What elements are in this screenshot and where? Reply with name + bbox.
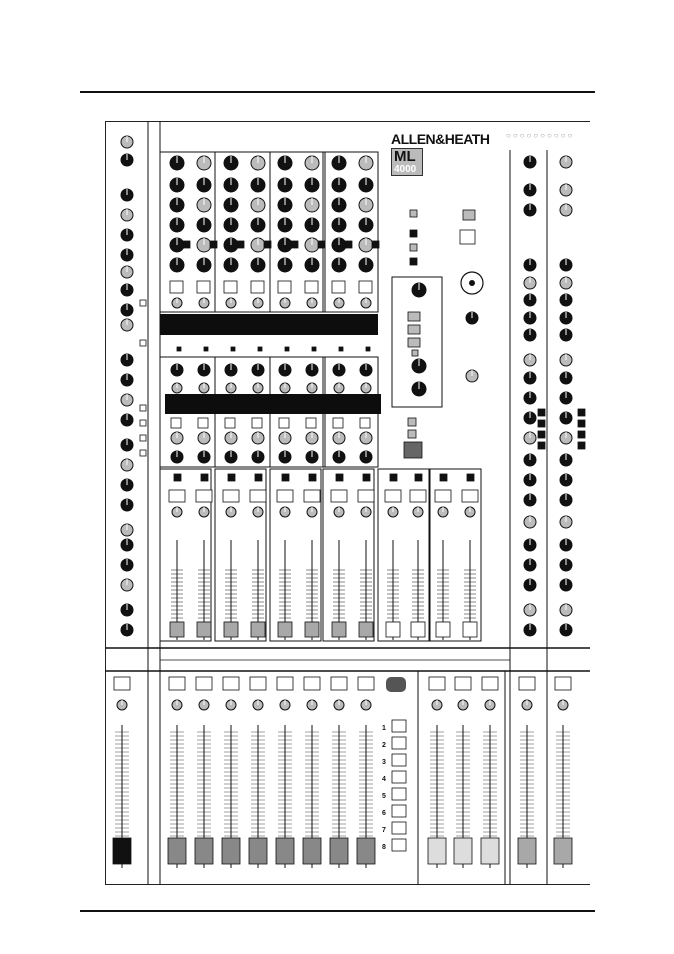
- upper-fader-cap: [463, 622, 477, 637]
- lower-fader-cap: [249, 838, 267, 864]
- group-assign-switch: [392, 754, 406, 766]
- aux-switch: [333, 418, 343, 428]
- upper-fader-cap: [436, 622, 450, 637]
- right-switch: [538, 420, 545, 427]
- channel-eq-switch: [210, 241, 217, 248]
- mute-switch: [336, 474, 343, 481]
- select-switch: [385, 490, 401, 502]
- upper-fader-cap: [359, 622, 373, 637]
- lower-switch: [429, 677, 445, 690]
- mute-switch: [228, 474, 235, 481]
- select-switch: [250, 490, 266, 502]
- centre-switch: [412, 350, 418, 356]
- mute-switch: [440, 474, 447, 481]
- centre-switch: [463, 210, 475, 220]
- centre-large-button: [404, 442, 422, 458]
- select-switch: [277, 490, 293, 502]
- lower-switch: [114, 677, 130, 690]
- brand-logo: ALLEN&HEATH: [391, 131, 490, 147]
- lower-switch: [482, 677, 498, 690]
- upper-fader-cap: [411, 622, 425, 637]
- lower-switch: [358, 677, 374, 690]
- select-switch: [410, 490, 426, 502]
- upper-fader-cap: [170, 622, 184, 637]
- aux-display: [165, 394, 192, 414]
- lower-fader-cap: [518, 838, 536, 864]
- group-assign-switch: [392, 737, 406, 749]
- group-number: 8: [382, 844, 386, 851]
- led: [339, 347, 343, 351]
- upper-fader-cap: [305, 622, 319, 637]
- decorative-chain-icon: ○○○○○○○○○○: [506, 131, 575, 140]
- master-switch: [140, 450, 146, 456]
- led: [231, 347, 235, 351]
- right-switch: [578, 442, 585, 449]
- right-switch: [578, 420, 585, 427]
- select-switch: [223, 490, 239, 502]
- mute-switch: [201, 474, 208, 481]
- lower-fader-cap: [454, 838, 472, 864]
- channel-switch: [278, 281, 291, 293]
- upper-fader-cap: [197, 622, 211, 637]
- led: [366, 347, 370, 351]
- scribble-strip-display: [323, 314, 378, 335]
- mute-switch: [415, 474, 422, 481]
- led: [177, 347, 181, 351]
- select-switch: [462, 490, 478, 502]
- channel-switch: [305, 281, 318, 293]
- group-number: 2: [382, 742, 386, 749]
- right-switch: [578, 431, 585, 438]
- group-number: 5: [382, 793, 386, 800]
- group-number: 4: [382, 776, 386, 783]
- lower-switch: [277, 677, 293, 690]
- lower-switch: [250, 677, 266, 690]
- aux-display: [273, 394, 300, 414]
- aux-switch: [252, 418, 262, 428]
- group-assign-switch: [392, 720, 406, 732]
- select-switch: [358, 490, 374, 502]
- lower-switch: [519, 677, 535, 690]
- lower-switch: [555, 677, 571, 690]
- aux-display: [219, 394, 246, 414]
- aux-switch: [198, 418, 208, 428]
- aux-switch: [360, 418, 370, 428]
- centre-switch: [460, 230, 475, 244]
- lower-switch: [223, 677, 239, 690]
- scribble-strip-display: [270, 314, 325, 335]
- lower-switch: [304, 677, 320, 690]
- mute-switch: [390, 474, 397, 481]
- lower-fader-cap: [276, 838, 294, 864]
- lower-fader-cap: [113, 838, 131, 864]
- group-assign-switch: [392, 788, 406, 800]
- group-assign-switch: [392, 839, 406, 851]
- channel-eq-switch: [237, 241, 244, 248]
- master-switch: [140, 340, 146, 346]
- lower-fader-cap: [168, 838, 186, 864]
- centre-switch: [410, 258, 417, 265]
- right-switch: [578, 409, 585, 416]
- mute-switch: [255, 474, 262, 481]
- upper-fader-cap: [251, 622, 265, 637]
- channel-eq-switch: [264, 241, 271, 248]
- centre-switch: [408, 338, 420, 347]
- led: [312, 347, 316, 351]
- centre-switch: [408, 312, 420, 321]
- centre-switch: [410, 244, 417, 251]
- centre-big-button: [386, 677, 406, 692]
- group-assign-switch: [392, 805, 406, 817]
- master-switch: [140, 405, 146, 411]
- lower-fader-cap: [428, 838, 446, 864]
- select-switch: [304, 490, 320, 502]
- led: [285, 347, 289, 351]
- channel-eq-switch: [183, 241, 190, 248]
- centre-switch: [410, 210, 417, 217]
- mute-switch: [467, 474, 474, 481]
- lower-fader-cap: [481, 838, 499, 864]
- aux-display: [300, 394, 327, 414]
- group-assign-switch: [392, 822, 406, 834]
- aux-display: [354, 394, 381, 414]
- model-number: 4000: [394, 164, 417, 175]
- lower-switch: [331, 677, 347, 690]
- led: [204, 347, 208, 351]
- mute-switch: [309, 474, 316, 481]
- select-switch: [169, 490, 185, 502]
- channel-eq-switch: [291, 241, 298, 248]
- master-switch: [140, 420, 146, 426]
- channel-eq-switch: [318, 241, 325, 248]
- select-switch: [435, 490, 451, 502]
- group-number: 1: [382, 725, 386, 732]
- lower-fader-cap: [330, 838, 348, 864]
- scribble-strip-display: [160, 314, 215, 335]
- mute-switch: [174, 474, 181, 481]
- group-number: 7: [382, 827, 386, 834]
- channel-eq-switch: [372, 241, 379, 248]
- upper-fader-cap: [386, 622, 400, 637]
- lower-switch: [196, 677, 212, 690]
- right-switch: [538, 409, 545, 416]
- channel-switch: [251, 281, 264, 293]
- master-switch: [140, 435, 146, 441]
- master-switch: [140, 300, 146, 306]
- channel-switch: [197, 281, 210, 293]
- lower-fader-cap: [554, 838, 572, 864]
- lower-fader-cap: [357, 838, 375, 864]
- centre-switch: [408, 430, 416, 438]
- lower-switch: [169, 677, 185, 690]
- aux-switch: [306, 418, 316, 428]
- upper-fader-cap: [224, 622, 238, 637]
- right-switch: [538, 442, 545, 449]
- channel-switch: [359, 281, 372, 293]
- lower-switch: [455, 677, 471, 690]
- scribble-strip-display: [215, 314, 270, 335]
- group-assign-switch: [392, 771, 406, 783]
- aux-display: [192, 394, 219, 414]
- channel-switch: [332, 281, 345, 293]
- aux-display: [246, 394, 273, 414]
- lower-fader-cap: [222, 838, 240, 864]
- group-number: 3: [382, 759, 386, 766]
- xlr-pin: [469, 280, 475, 286]
- channel-switch: [170, 281, 183, 293]
- right-switch: [538, 431, 545, 438]
- channel-switch: [224, 281, 237, 293]
- model-prefix: ML: [394, 148, 416, 165]
- select-switch: [331, 490, 347, 502]
- lower-fader-cap: [195, 838, 213, 864]
- centre-switch: [408, 325, 420, 334]
- led: [258, 347, 262, 351]
- mute-switch: [282, 474, 289, 481]
- aux-display: [327, 394, 354, 414]
- lower-fader-cap: [303, 838, 321, 864]
- group-number-column: [382, 720, 394, 856]
- upper-fader-cap: [278, 622, 292, 637]
- centre-switch: [410, 230, 417, 237]
- upper-fader-cap: [332, 622, 346, 637]
- channel-eq-switch: [345, 241, 352, 248]
- centre-switch: [408, 418, 416, 426]
- mute-switch: [363, 474, 370, 481]
- aux-switch: [225, 418, 235, 428]
- aux-switch: [279, 418, 289, 428]
- aux-switch: [171, 418, 181, 428]
- select-switch: [196, 490, 212, 502]
- group-number: 6: [382, 810, 386, 817]
